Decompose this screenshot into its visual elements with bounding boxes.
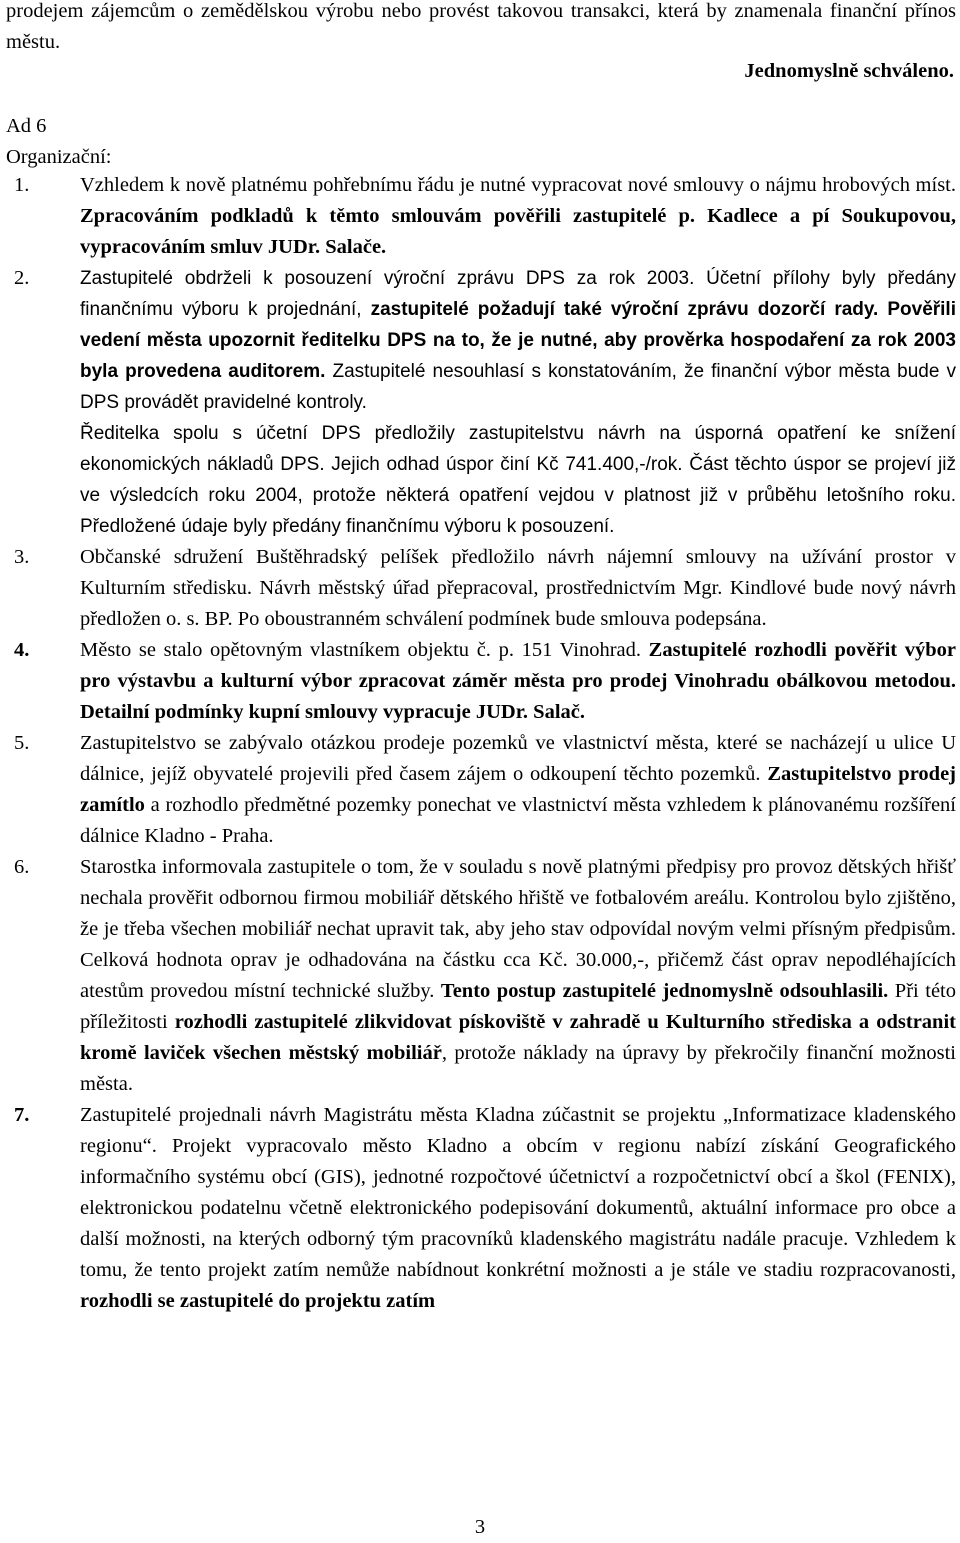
item-text: Vzhledem k nově platnému pohřebnímu řádu je nutné vypracovat nové smlouvy o nájmu hrobových míst. (80, 174, 956, 196)
item-bold-text: zastupitelé požadují také výroční zprávu dozorčí rady. (370, 299, 879, 320)
item-text: Zastupitelé projednali návrh Magistrátu města Kladna zúčastnit se projektu „Informatizace kladenského regionu“. Projekt vypracovalo město Kladno a obcím v regionu nabízí získání Geografického informačního systému obcí (GIS), jednotné rozpočtové účetnictví a rozpočetnictví obcí a škol (FENIX), elektronickou podatelnu včetně elektronického podepisování dokumentů, aktuální informace pro obce a další možnosti, na kterých odborný tým pracovníků kladenského magistrátu nadále pracuje. Vzhledem k tomu, že tento projekt zatím nemůže nabídnout konkrétní možnosti a je stále ve stadiu rozpracovanosti, (80, 1104, 956, 1281)
item-bold-text: Pověřili vedení města upozornit ředitelku DPS na to, že je nutné, aby prověrka hospodaření za rok 2003 byla provedena auditorem. (80, 299, 956, 382)
item-number: 6. (14, 856, 30, 878)
item-text: Občanské sdružení Buštěhradský pelíšek předložilo návrh nájemní smlouvy na užívání prostor v Kulturním středisku. Návrh městský úřad přepracoval, prostřednictvím Mgr. Kindlové bude nový návrh předložen o. s. BP. Po oboustranném schválení podmínek bude smlouva podepsána. (80, 546, 956, 630)
item-paragraph: Ředitelka spolu s účetní DPS předložily zastupitelstvu návrh na úsporná opatření ke snížení ekonomických nákladů DPS. Jejich odhad úspor činí Kč 741.400,-/rok. Část těchto úspor se projeví již ve výsledcích roku 2004, protože některá opatření vejdou v platnost již v průběhu letošního roku. Předložené údaje byly předány finančnímu výboru k posouzení. (80, 423, 956, 537)
list-item (6, 635, 956, 728)
item-bold-text: Tento postup zastupitelé jednomyslně odsouhlasili. (440, 980, 889, 1002)
item-bold-text: rozhodli zastupitelé zlikvidovat pískoviště v zahradě u Kulturního střediska a odstranit kromě laviček všechen městský mobiliář (80, 1011, 956, 1064)
agenda-list (6, 170, 956, 1317)
item-text: Město se stalo opětovným vlastníkem objektu č. p. 151 Vinohrad. (80, 639, 649, 661)
section-label: Organizační: (6, 146, 112, 168)
item-number: 1. (14, 174, 30, 196)
list-item (6, 542, 956, 635)
item-text: Zastupitelé obdrželi k posouzení výroční zprávu DPS za rok 2003. Účetní přílohy byly předány finančnímu výboru k projednání, (80, 268, 956, 320)
spacer (878, 299, 887, 320)
item-number: 2. (14, 267, 30, 289)
item-bold-text: Zpracováním podkladů k těmto smlouvám pověřili zastupitelé p. Kadlece a pí Soukupovou, vypracováním smluv JUDr. Salače. (80, 205, 956, 258)
item-bold-text: Zastupitelé rozhodli pověřit výbor pro výstavbu a kulturní výbor zpracovat záměr města pro prodej Vinohradu obálkovou metodou. Detailní podmínky kupní smlouvy vypracuje JUDr. Salač. (80, 639, 956, 723)
list-item (6, 170, 956, 263)
item-text: Při této příležitosti (80, 980, 956, 1033)
page-number: 3 (474, 1516, 486, 1538)
list-item (6, 263, 956, 542)
item-text: Starostka informovala zastupitele o tom, že v souladu s nově platnými předpisy pro provoz dětských hřišť nechala prověřit odbornou firmou mobiliář dětského hřiště ve fotbalovém areálu. Kontrolou bylo zjištěno, že je třeba všechen mobiliář nechat upravit tak, aby jeho stav odpovídal novým velmi přísným předpisům. Celková hodnota oprav je odhadována na částku cca Kč. 30.000,-, přičemž část oprav nepodléhajících atestům provedou místní technické služby. (80, 856, 956, 1002)
item-number: 5. (14, 732, 30, 754)
item-text: Zastupitelé nesouhlasí s konstatováním, že finanční výbor města bude v DPS provádět pravidelné kontroly. (80, 361, 956, 413)
item-text: Zastupitelstvo se zabývalo otázkou prodeje pozemků ve vlastnictví města, které se nacházejí u ulice U dálnice, jejíž obyvatelé projevili před časem zájem o odkoupení těchto pozemků. (80, 732, 956, 785)
item-number: 3. (14, 546, 30, 568)
list-item (6, 728, 956, 852)
item-number: 4. (14, 639, 30, 661)
list-item (6, 1100, 956, 1317)
item-text: a rozhodlo předmětné pozemky ponechat ve vlastnictví města vzhledem k plánovanému rozšíření dálnice Kladno - Praha. (80, 794, 956, 847)
intro-paragraph: prodejem zájemcům o zemědělskou výrobu nebo provést takovou transakci, která by znamenala finanční přínos městu. (6, 0, 956, 53)
item-text: , protože náklady na úpravy by překročily finanční možnosti města. (80, 1042, 956, 1095)
approval-note: Jednomyslně schváleno. (744, 60, 954, 82)
list-item (6, 852, 956, 1100)
item-bold-text: rozhodli se zastupitelé do projektu zatím (80, 1290, 436, 1312)
item-bold-text: Zastupitelstvo prodej zamítlo (80, 763, 957, 816)
agenda-heading: Ad 6 (6, 115, 47, 137)
item-number: 7. (14, 1104, 30, 1126)
